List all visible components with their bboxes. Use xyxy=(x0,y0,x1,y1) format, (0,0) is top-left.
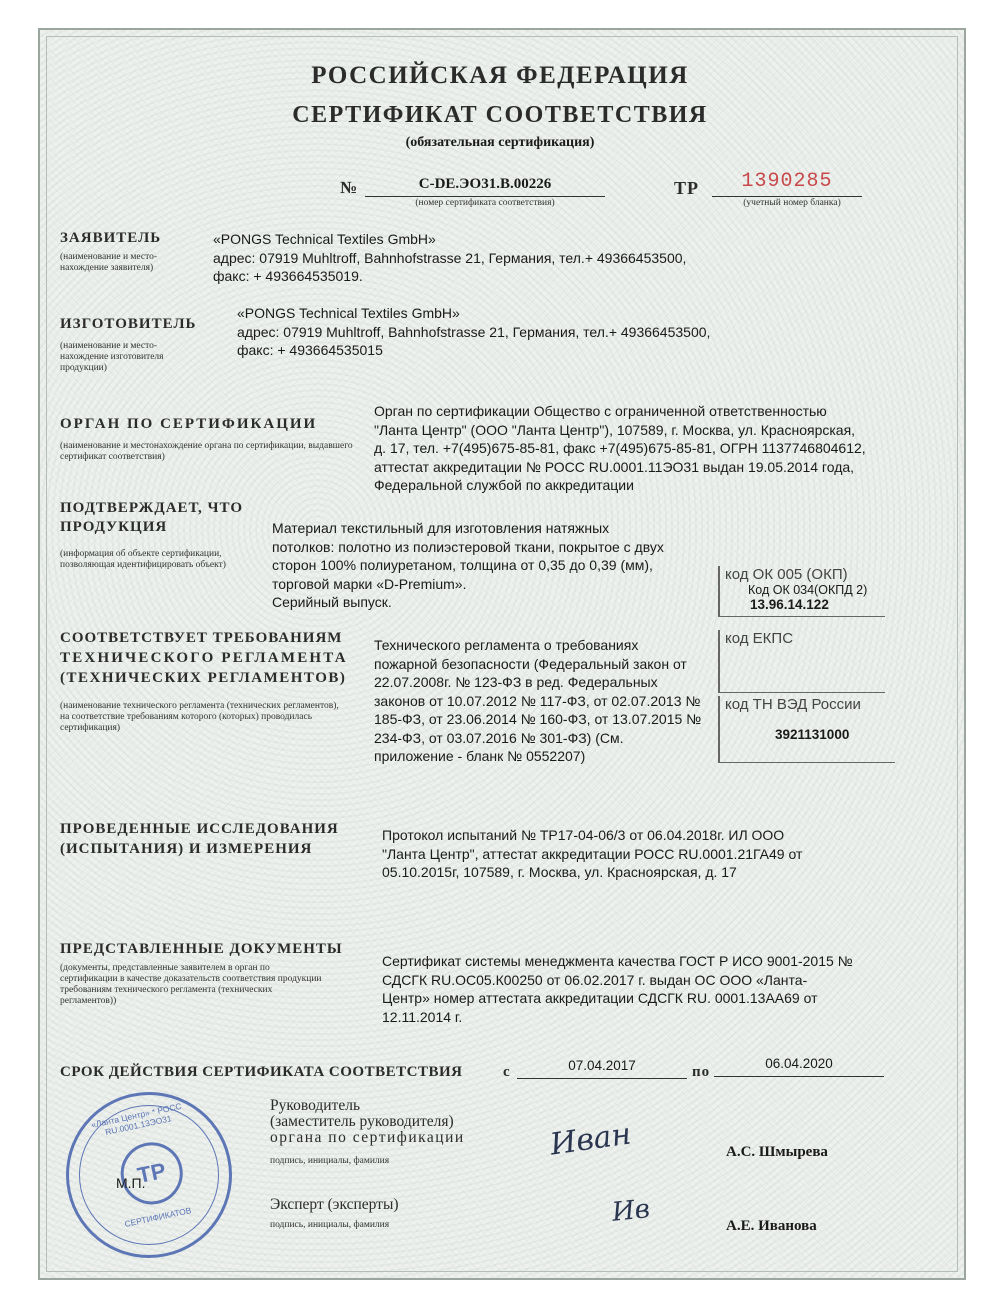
requirements-line: 234-ФЗ, от 03.07.2016 № 301-ФЗ) (См. xyxy=(374,729,624,746)
product-line: потолков: полотно из полиэстеровой ткани, покрытое с двух xyxy=(272,538,664,555)
manufacturer-label: ИЗГОТОВИТЕЛЬ xyxy=(60,316,197,332)
product-line: Серийный выпуск. xyxy=(272,594,392,610)
head-title xyxy=(270,1098,465,1146)
seal-place-mark: М.П. xyxy=(116,1175,146,1191)
validity-to-date: 06.04.2020 xyxy=(714,1056,884,1077)
tr-label: ТР xyxy=(674,178,700,198)
documents-line: СДСГК RU.ОС05.К00250 от 06.02.2017 г. выдан ОС ООО «Ланта- xyxy=(382,971,808,988)
blank-number-line xyxy=(712,170,862,197)
okpd-label: Код ОК 034(ОКПД 2) xyxy=(748,583,868,597)
tnved-code-box xyxy=(718,696,895,763)
certification-body-line: Федеральной службой по аккредитации xyxy=(374,477,634,493)
expert-signature: Ив xyxy=(610,1194,652,1228)
ekps-label: код ЕКПС xyxy=(725,630,794,647)
okp-label: код ОК 005 (ОКП) xyxy=(725,566,848,583)
blank-number-caption: (учетный номер бланка) xyxy=(743,198,841,208)
validity-from-label: с xyxy=(503,1064,511,1080)
documents-label: ПРЕДСТАВЛЕННЫЕ ДОКУМЕНТЫ xyxy=(60,941,343,957)
manufacturer-details xyxy=(237,304,797,360)
requirements-line: приложение - бланк № 0552207) xyxy=(374,748,586,764)
manufacturer-address: адрес: 07919 Muhltroff, Bahnhofstrasse 21, Германия, тел.+ 49366453500, xyxy=(237,323,711,340)
requirements-line: 22.07.2008г. № 123-ФЗ в ред. Федеральных xyxy=(374,674,658,690)
requirements-label-line3: (ТЕХНИЧЕСКИХ РЕГЛАМЕНТОВ) xyxy=(60,670,347,686)
requirements-label-line1: СООТВЕТСТВУЕТ ТРЕБОВАНИЯМ xyxy=(60,630,343,646)
applicant-caption: (наименование и место-нахождение заявителя) xyxy=(60,252,158,273)
product-label-line2: ПРОДУКЦИЯ xyxy=(60,519,168,535)
tests-label-line2: (ИСПЫТАНИЯ) И ИЗМЕРЕНИЯ xyxy=(60,841,313,857)
product-line: Материал текстильный для изготовления натяжных xyxy=(272,520,610,536)
stamp-bottom-text: СЕРТИФИКАТОВ xyxy=(123,1205,193,1230)
manufacturer-fax: факс: + 493664535015 xyxy=(237,342,383,358)
tnved-label: код ТН ВЭД России xyxy=(725,696,861,713)
product-description xyxy=(272,519,712,612)
ekps-code-box xyxy=(718,630,885,693)
documents-line: 12.11.2014 г. xyxy=(382,1008,463,1025)
manufacturer-name: «PONGS Technical Textiles GmbH» xyxy=(237,305,460,321)
requirements-caption: (наименование технического регламента (технических регламентов), на соответствие требованиям которого (которых) проводилась сертификация) xyxy=(60,701,339,733)
stamp-ring-text: «Ланта Центр» * РОСС RU.0001.13ЭО31 xyxy=(90,1100,183,1138)
certification-body-line: Орган по сертификации Общество с ограниченной ответственностью xyxy=(374,403,827,419)
head-signature: Иван xyxy=(547,1116,634,1163)
certification-body-line: "Ланта Центр" (ООО "Ланта Центр"), 107589, г. Москва, ул. Красноярская, xyxy=(374,421,856,438)
certificate-title: СЕРТИФИКАТ СООТВЕТСТВИЯ xyxy=(292,102,708,128)
certification-body-details xyxy=(374,402,934,495)
okp-code-box xyxy=(718,566,885,617)
certificate-number: C-DE.ЭО31.В.00226 xyxy=(365,176,605,197)
product-line: сторон 100% полиуретаном, толщина от 0,35 до 0,39 (мм), xyxy=(272,557,653,573)
expert-label: Эксперт (эксперты) xyxy=(270,1196,399,1213)
tests-line: "Ланта Центр", аттестат аккредитации РОСС RU.0001.21ГА49 от xyxy=(382,845,803,862)
number-sign: № xyxy=(340,178,359,197)
head-signature-line xyxy=(540,1166,690,1167)
documents-caption: (документы, представленные заявителем в орган по сертификации в качестве доказательств соответствия продукции требованиям технического регламента (технических регламентов)) xyxy=(60,963,322,1006)
validity-to-label: по xyxy=(692,1064,711,1080)
requirements-line: пожарной безопасности (Федеральный закон от xyxy=(374,655,687,672)
applicant-details xyxy=(213,230,773,286)
validity-label: СРОК ДЕЙСТВИЯ СЕРТИФИКАТА СООТВЕТСТВИЯ xyxy=(60,1064,463,1080)
head-name: А.С. Шмырева xyxy=(726,1144,828,1160)
requirements-line: Технического регламента о требованиях xyxy=(374,637,639,653)
head-title-line: (заместитель руководителя) xyxy=(270,1113,454,1130)
requirements-line: 185-ФЗ, от 23.06.2014 № 160-ФЗ, от 13.07.2015 № xyxy=(374,711,702,727)
certification-body-label: ОРГАН ПО СЕРТИФИКАЦИИ xyxy=(60,416,318,432)
product-line: торговой марки «D-Premium». xyxy=(272,575,467,592)
certificate-number-caption: (номер сертификата соответствия) xyxy=(415,198,555,208)
expert-signature-caption: подпись, инициалы, фамилия xyxy=(270,1220,390,1230)
applicant-address: адрес: 07919 Muhltroff, Bahnhofstrasse 21, Германия, тел.+ 49366453500, xyxy=(213,249,687,266)
blank-number: 1390285 xyxy=(741,170,833,193)
tests-text xyxy=(382,826,882,882)
head-title-line: органа по сертификации xyxy=(270,1129,465,1146)
expert-name: А.Е. Иванова xyxy=(726,1218,817,1234)
head-signature-caption: подпись, инициалы, фамилия xyxy=(270,1156,390,1166)
stamp-logo: ТР xyxy=(115,1137,189,1211)
product-label-line1: ПОДТВЕРЖДАЕТ, ЧТО xyxy=(60,500,244,516)
tests-label-line1: ПРОВЕДЕННЫЕ ИССЛЕДОВАНИЯ xyxy=(60,821,339,837)
manufacturer-caption: (наименование и место-нахождение изготовителя продукции) xyxy=(60,341,164,373)
product-caption: (информация об объекте сертификации, позволяющая идентифицировать объект) xyxy=(60,549,226,570)
head-title-line: Руководитель xyxy=(270,1097,361,1114)
certification-body-line: д. 17, тел. +7(495)675-85-81, факс +7(495)675-85-81, ОГРН 1137746804612, xyxy=(374,440,866,456)
documents-text xyxy=(382,952,902,1026)
requirements-label-line2: ТЕХНИЧЕСКОГО РЕГЛАМЕНТА xyxy=(60,650,348,666)
tests-line: 05.10.2015г, 107589, г. Москва, ул. Красноярская, д. 17 xyxy=(382,864,737,880)
applicant-label: ЗАЯВИТЕЛЬ xyxy=(60,230,162,246)
documents-line: Сертификат системы менеджмента качества ГОСТ Р ИСО 9001-2015 № xyxy=(382,953,853,969)
requirements-line: законов от 10.07.2012 № 117-ФЗ, от 02.07.2013 № xyxy=(374,692,701,709)
certification-body-line: аттестат аккредитации № РОСС RU.0001.11ЭО31 выдан 19.05.2014 года, xyxy=(374,458,855,475)
applicant-fax: факс: + 493664535019. xyxy=(213,268,363,284)
certification-type-note: (обязательная сертификация) xyxy=(405,135,595,150)
country-title: РОССИЙСКАЯ ФЕДЕРАЦИЯ xyxy=(311,62,689,89)
documents-line: Центр» номер аттестата аккредитации СДСГК RU. 0001.13АА69 от xyxy=(382,990,818,1006)
okpd-value: 13.96.14.122 xyxy=(750,597,829,612)
tests-line: Протокол испытаний № ТР17-04-06/3 от 06.04.2018г. ИЛ ООО xyxy=(382,827,785,843)
validity-from-date: 07.04.2017 xyxy=(517,1058,687,1079)
tnved-value: 3921131000 xyxy=(775,727,850,742)
applicant-name: «PONGS Technical Textiles GmbH» xyxy=(213,231,436,247)
requirements-text xyxy=(374,636,734,766)
certification-body-caption: (наименование и местонахождение органа по сертификации, выдавшего сертификат соответствия) xyxy=(60,441,353,462)
